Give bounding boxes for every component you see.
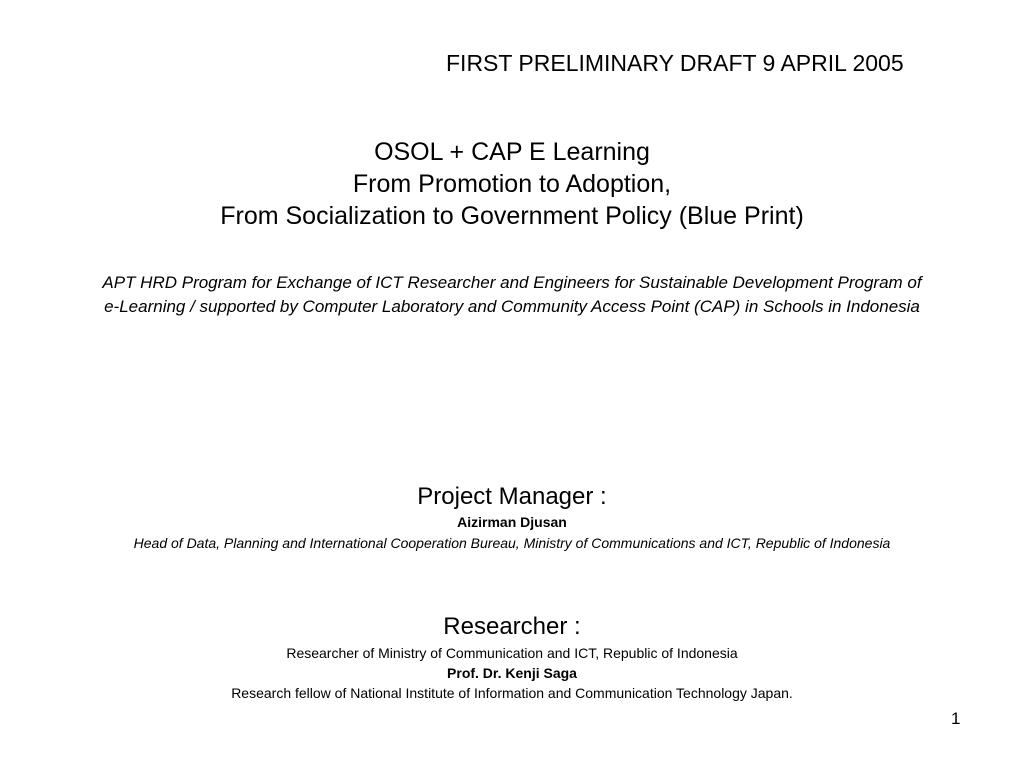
document-title <box>0 136 1024 232</box>
draft-header: FIRST PRELIMINARY DRAFT 9 APRIL 2005 <box>446 50 904 76</box>
researcher-affiliation-2: Research fellow of National Institute of Information and Communication Technology Japan. <box>231 685 793 701</box>
page-number: 1 <box>951 709 961 728</box>
researcher-name: Prof. Dr. Kenji Saga <box>447 665 577 681</box>
researcher-heading: Researcher : <box>443 613 581 640</box>
title-line-3: From Socialization to Government Policy (Blue Print) <box>220 202 804 230</box>
title-line-1: OSOL + CAP E Learning <box>374 138 650 166</box>
researcher-affiliation-1: Researcher of Ministry of Communication and ICT, Republic of Indonesia <box>286 645 738 661</box>
program-description: APT HRD Program for Exchange of ICT Researcher and Engineers for Sustainable Development Program of e-Learning / supported by Computer Laboratory and Community Access Point (CAP) in Schools in Indonesia <box>102 273 922 316</box>
project-manager-heading: Project Manager : <box>417 483 607 510</box>
project-manager-name: Aizirman Djusan <box>457 514 567 530</box>
project-manager-role: Head of Data, Planning and International Cooperation Bureau, Ministry of Communications and ICT, Republic of Indonesia <box>133 535 891 551</box>
title-line-2: From Promotion to Adoption, <box>352 170 672 198</box>
